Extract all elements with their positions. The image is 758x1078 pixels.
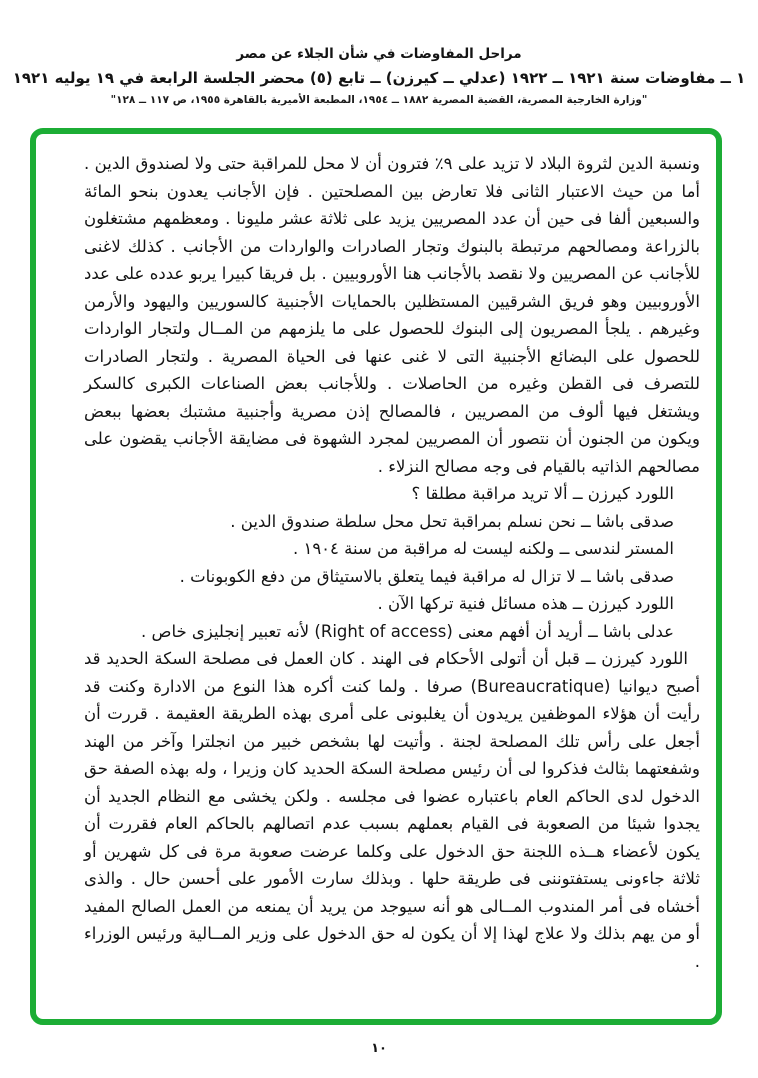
dialogue-line-curzon: اللورد كيرزن ــ ألا تريد مراقبة مطلقا ؟	[411, 484, 674, 503]
document-subtitle: ١ ــ مفاوضات سنة ١٩٢١ ــ ١٩٢٢ (عدلي ــ كيرزن) ــ تابع (٥) محضر الجلسة الرابعة في ١٩ يوليه ١٩٢١	[12, 69, 746, 87]
body-paragraph-curzon-speech: اللورد كيرزن ــ قبل أن أتولى الأحكام فى الهند . كان العمل فى مصلحة السكة الحديد قد أصبح ديوانيا (Bureaucratique) صرفا . ولما كنت أكره هذا النوع من الادارة وكنت قد رأيت أن هؤلاء الموظفين يريدون أن يغلبونى على أمرى بهذه الطريقة العقيمة . قررت أن أجعل على رأس تلك المصلحة لجنة . وأتيت لها بشخص خبير من انجلترا وآخر من الهند وشفعتهما بثالث فذكروا لى أن رئيس مصلحة السكة الحديد كان وزيرا ، وله بهذه الصفة حق الدخول لدى الحاكم العام باعتباره عضوا فى مجلسه . ولكن يخشى مع النظام الجديد أن يجدوا شيئا من الصعوبة فى القيام بعملهم بسبب عدم اتصالهم بالحاكم العام فقررت أن يكون لأعضاء هــذه اللجنة حق الدخول على وكلما عرضت صعوبة مرة فى كل شهرين أو ثلاثة جاءونى يستفتوننى فى طريقة حلها . وبذلك سارت الأمور على أحسن حال . والذى أخشاه فى أمر المندوب المــالى هو أنه سيوجد من يريد أن يمنعه من العمل الصالح المفيد أو من يهم بذلك ولا علاج لهذا إلا أن يكون له حق الدخول على وزير المــالية ورئيس الوزراء .	[84, 649, 700, 971]
document-source-citation: "وزارة الخارجية المصرية، القضية المصرية ١٨٨٢ ــ ١٩٥٤، المطبعة الأميرية بالقاهرة ١٩٥٥، ص ١١٧ ــ ١٢٨"	[110, 94, 648, 106]
page-header	[0, 46, 758, 106]
dialogue-line-sidky: صدقى باشا ــ نحن نسلم بمراقبة تحل محل سلطة صندوق الدين .	[230, 511, 674, 531]
dialogue-line-curzon-2: اللورد كيرزن ــ هذه مسائل فنية تركها الآن .	[377, 594, 674, 613]
page-number: ١٠	[371, 1041, 387, 1056]
document-title: مراحل المفاوضات في شأن الجلاء عن مصر	[236, 46, 522, 62]
highlight-frame	[30, 128, 722, 1025]
body-paragraph: ونسبة الدين لثروة البلاد لا تزيد على ٩٪ فترون أن لا محل للمراقبة حتى ولا لصندوق الدين . أما من حيث الاعتبار الثانى فلا تعارض بين المصلحتين . فإن الأجانب يعدون بنحو المائة والسبعين ألفا فى حين أن عدد المصريين يزيد على ثلاثة عشر مليونا . ومعظمهم مشتغلون بالزراعة ومصالحهم مرتبطة بالبنوك وتجار الصادرات والواردات من الأجانب . كذلك لاغنى للأجانب عن المصريين ولا نقصد بالأجانب هنا الأوروبيين . بل فريقا كبيرا يربو عدده على عدد الأوروبيين وهو فريق الشرقيين المستظلين بالحمايات الأجنبية كالسوريين واليهود والأرمن وغيرهم . يلجأ المصريون إلى البنوك للحصول على ما يلزمهم من المــال ولتجار الواردات للحصول على البضائع الأجنبية التى لا غنى عنها فى الحياة المصرية . ولتجار الصادرات للتصرف فى القطن وغيره من الحاصلات . وللأجانب بعض الصناعات الكبرى كالسكر ويشتغل فيها ألوف من المصريين ، فالمصالح إذن مصرية وأجنبية مشتبك بعضها ببعض ويكون من الجنون أن نتصور أن المصريين لمجرد الشهوة فى مضايقة الأجانب يقضون على مصالحهم الذاتيه بالقيام فى وجه مصالح النزلاء .	[84, 154, 700, 476]
dialogue-line-lindsay: المستر لندسى ــ ولكنه ليست له مراقبة من سنة ١٩٠٤ .	[292, 539, 674, 558]
dialogue-line-adly: عدلى باشا ــ أريد أن أفهم معنى (Right of access) لأنه تعبير إنجليزى خاص .	[141, 621, 674, 641]
dialogue-line-sidky-2: صدقى باشا ــ لا تزال له مراقبة فيما يتعلق بالاستيثاق من دفع الكوبونات .	[179, 566, 674, 586]
